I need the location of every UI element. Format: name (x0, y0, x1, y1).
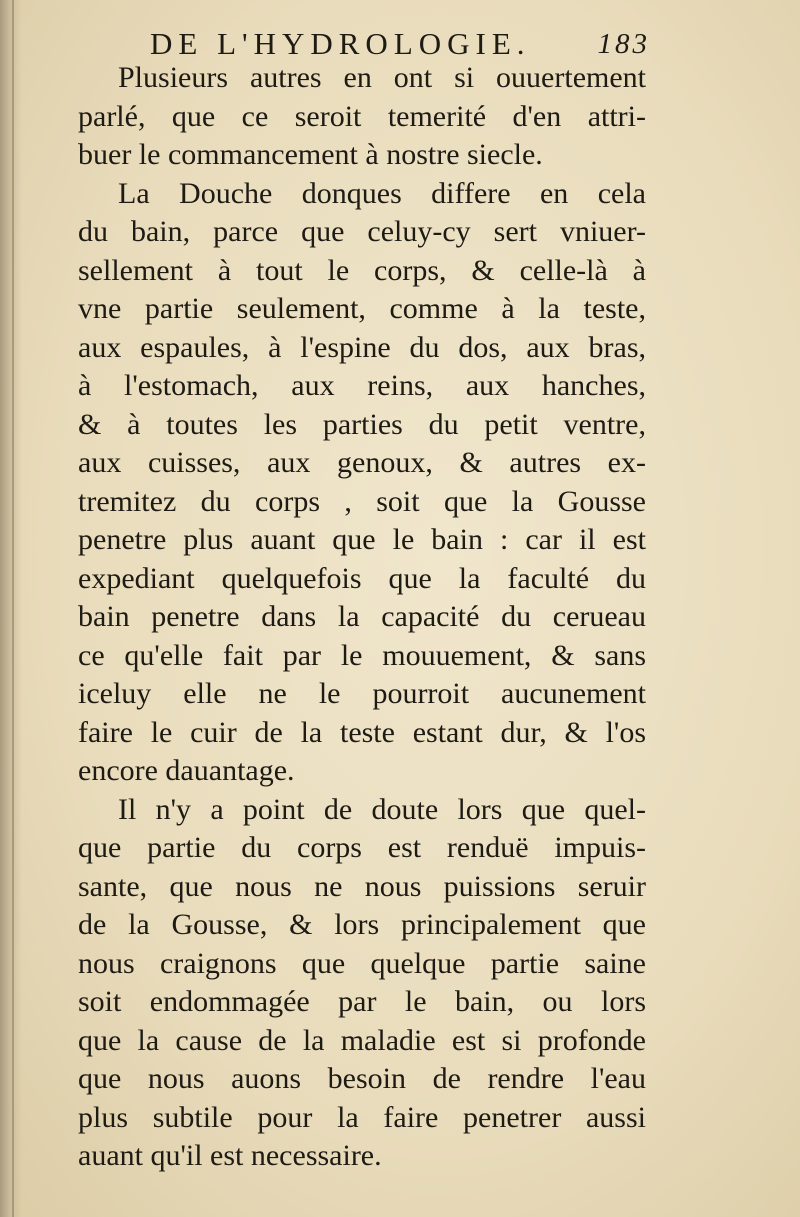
text-line: auant qu'il est necessaire. (78, 1139, 382, 1172)
text-line: Il n'y a point de doute lors que quel- (118, 792, 646, 826)
text-line: sante, que nous ne nous puissions seruir (78, 869, 646, 903)
text-line: encore dauantage. (78, 754, 295, 787)
binding-edge (12, 0, 14, 1217)
text-line: buer le commancement à nostre siecle. (78, 138, 543, 171)
text-line: de la Gousse, & lors principalement que (78, 908, 646, 941)
text-line: faire le cuir de la teste estant dur, & l'os (78, 715, 646, 749)
text-line: vne partie seulement, comme à la teste, (78, 292, 646, 325)
text-line: que partie du corps est renduë impuis- (78, 831, 646, 864)
text-line: expediant quelquefois que la faculté du (78, 561, 646, 595)
running-head (150, 24, 650, 64)
text-line: ce qu'elle fait par le mouuement, & sans (78, 638, 646, 672)
body-text (78, 59, 646, 1176)
text-line: bain penetre dans la capacité du cerueau (78, 600, 646, 633)
text-line: Plusieurs autres en ont si ouuertement (118, 61, 646, 94)
text-line: aux cuisses, aux genoux, & autres ex- (78, 446, 646, 479)
binding-shadow (0, 0, 22, 1217)
text-line: penetre plus auant que le bain : car il est (78, 523, 646, 556)
text-line: & à toutes les parties du petit ventre, (78, 407, 646, 441)
text-line: à l'estomach, aux reins, aux hanches, (78, 369, 646, 402)
text-line: du bain, parce que celuy-cy sert vniuer- (78, 215, 646, 248)
text-line: soit endommagée par le bain, ou lors (78, 985, 646, 1018)
text-line: que nous auons besoin de rendre l'eau (78, 1062, 646, 1095)
text-line: plus subtile pour la faire penetrer aussi (78, 1100, 646, 1134)
text-line: sellement à tout le corps, & celle-là à (78, 253, 646, 287)
text-line: La Douche donques differe en cela (118, 176, 646, 210)
text-line: parlé, que ce seroit temerité d'en attri- (78, 99, 646, 133)
page-number: 183 (597, 28, 650, 60)
text-line: iceluy elle ne le pourroit aucunement (78, 677, 646, 710)
text-line: aux espaules, à l'espine du dos, aux bras, (78, 330, 646, 364)
text-line: que la cause de la maladie est si profonde (78, 1023, 646, 1057)
running-head-title: DE L'HYDROLOGIE. (150, 26, 531, 61)
text-line: nous craignons que quelque partie saine (78, 946, 646, 980)
text-line: tremitez du corps , soit que la Gousse (78, 484, 646, 518)
